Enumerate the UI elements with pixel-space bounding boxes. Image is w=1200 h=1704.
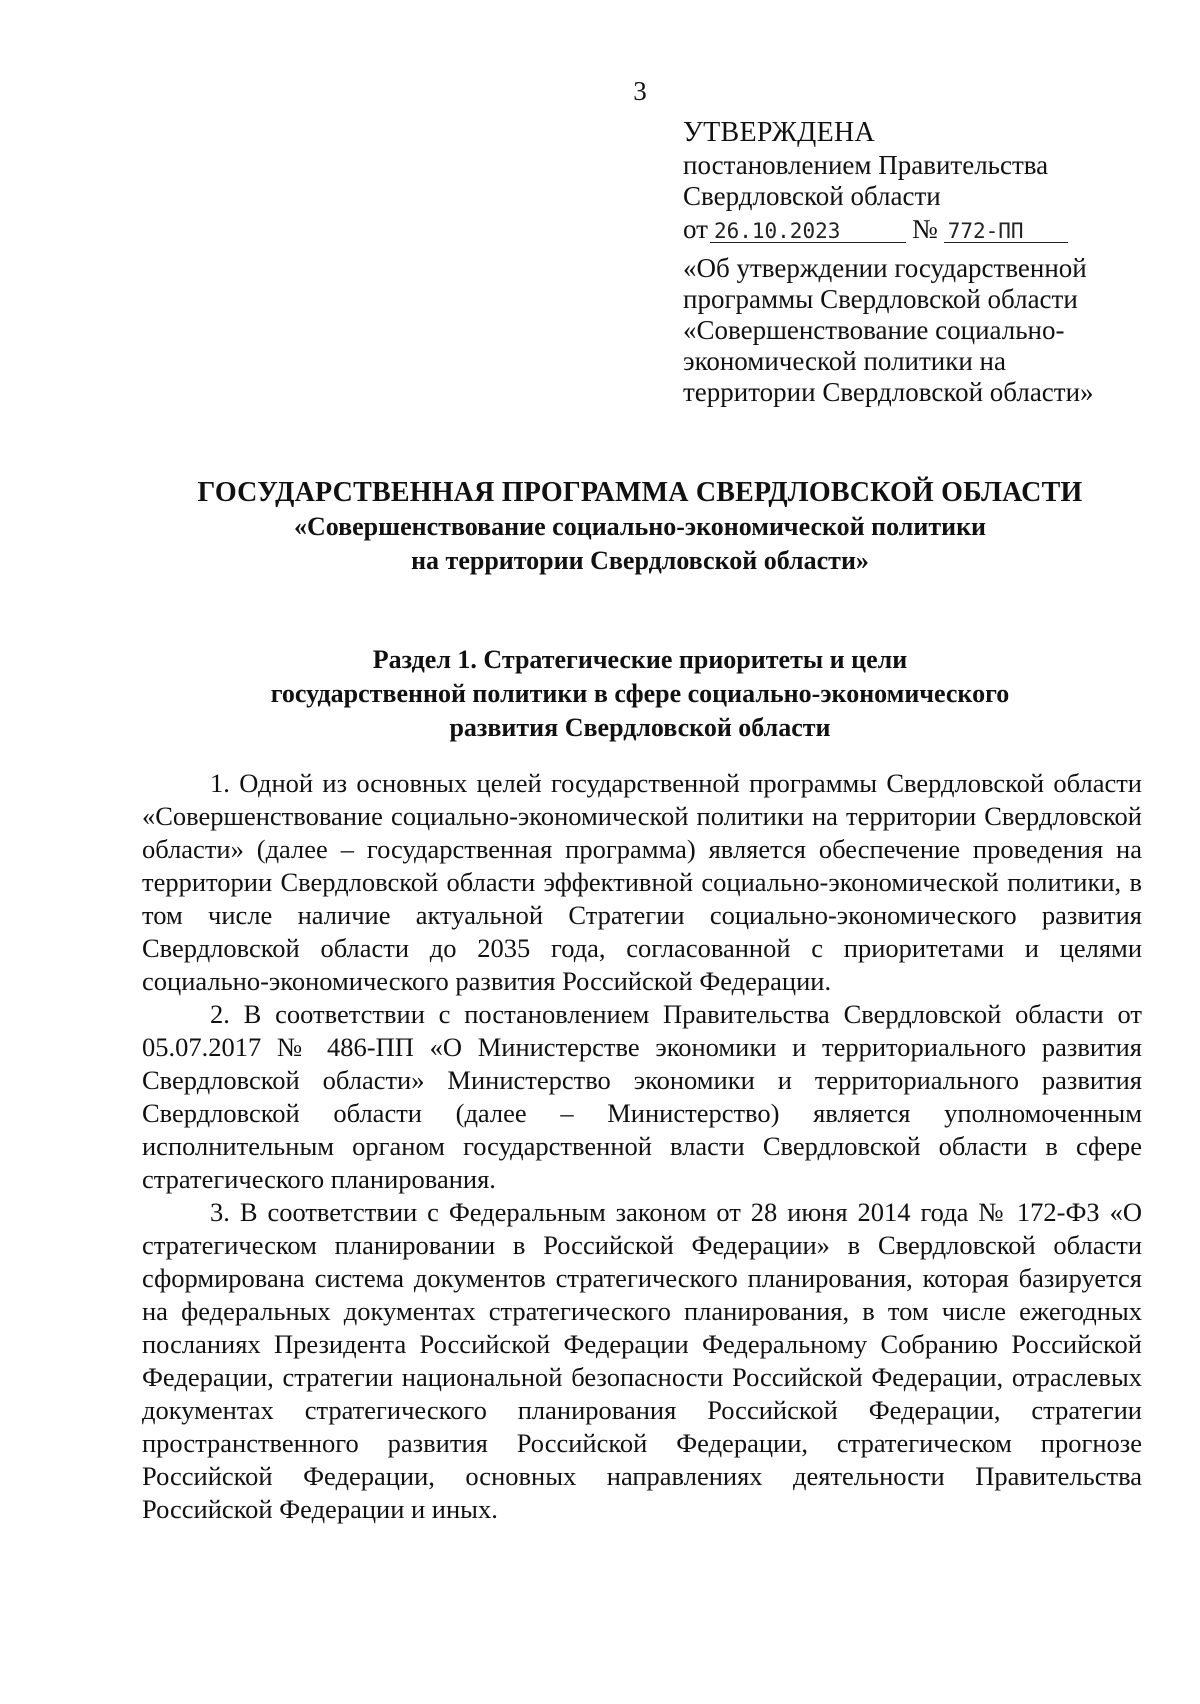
approval-heading: УТВЕРЖДЕНА [683, 117, 876, 148]
body-text [142, 767, 1142, 1526]
approval-subject [683, 253, 1163, 408]
title-line-2: «Совершенствование социально-экономической политики [293, 512, 987, 541]
section-line-3: развития Свердловской области [449, 713, 831, 742]
subject-line: экономической политики на [683, 346, 1006, 376]
approval-date: 26.10.2023 [710, 220, 906, 243]
approval-line-2: Свердловской области [683, 181, 941, 211]
section-line-1: Раздел 1. Стратегические приоритеты и цели [372, 645, 908, 674]
paragraph-2: 2. В соответствии с постановлением Правительства Свердловской области от 05.07.2017 № 486-ПП «О Министерстве экономики и территориального развития Свердловской области» Министерство экономики и территориального развития Свердловской области (далее – Министерство) является уполномоченным исполнительным органом государственной власти Свердловской области в сфере стратегического планирования. [142, 999, 1142, 1194]
paragraph-3: 3. В соответствии с Федеральным законом от 28 июня 2014 года № 172-ФЗ «О стратегическом планировании в Российской Федерации» в Свердловской области сформирована система документов стратегического планирования, которая базируется на федеральных документах стратегического планирования, в том числе ежегодных посланиях Президента Российской Федерации Федеральному Собранию Российской Федерации, стратегии национальной безопасности Российской Федерации, отраслевых документах стратегического планирования Российской Федерации, стратегии пространственного развития Российской Федерации, стратегическом прогнозе Российской Федерации, основных направлениях деятельности Правительства Российской Федерации и иных. [142, 1197, 1142, 1524]
title-line-1: ГОСУДАРСТВЕННАЯ ПРОГРАММА СВЕРДЛОВСКОЙ ОБЛАСТИ [197, 477, 1083, 508]
approval-stamp [683, 117, 1163, 408]
subject-line: «Об утверждении государственной [683, 253, 1087, 283]
date-prefix: от [683, 214, 708, 244]
document-title [120, 476, 1160, 578]
subject-line: территории Свердловской области» [683, 377, 1094, 407]
approval-line-1: постановлением Правительства [683, 150, 1049, 180]
page-number: 3 [633, 76, 647, 106]
section-line-2: государственной политики в сфере социально-экономического [270, 679, 1010, 708]
approval-date-line [683, 214, 1163, 245]
subject-line: программы Свердловской области [683, 284, 1078, 314]
number-sign: № [911, 214, 938, 244]
approval-number: 772-ПП [944, 220, 1068, 243]
title-line-3: на территории Свердловской области» [411, 546, 869, 575]
subject-line: «Совершенствование социально- [683, 315, 1065, 345]
section-heading [120, 643, 1160, 745]
paragraph-1: 1. Одной из основных целей государственной программы Свердловской области «Совершенствование социально-экономической политики на территории Свердловской области» (далее – государственная программа) является обеспечение проведения на территории Свердловской области эффективной социально-экономической политики, в том числе наличие актуальной Стратегии социально-экономического развития Свердловской области до 2035 года, согласованной с приоритетами и целями социально-экономического развития Российской Федерации. [142, 768, 1142, 996]
